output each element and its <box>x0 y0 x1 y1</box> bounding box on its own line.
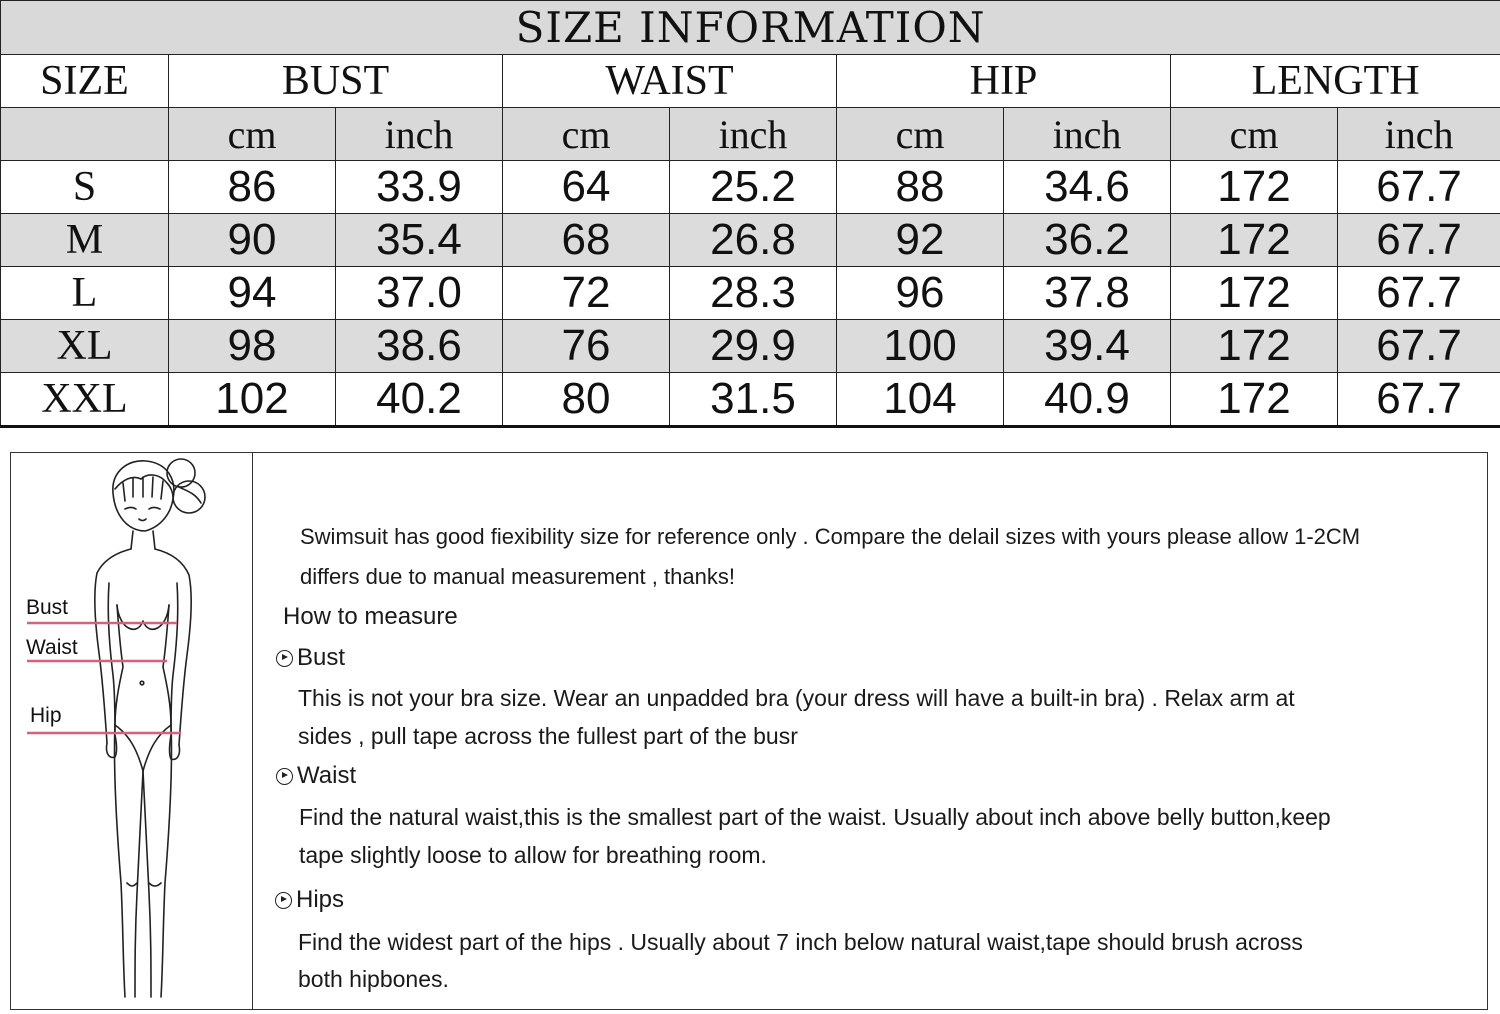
hip-cm: 100 <box>837 320 1004 373</box>
hips-instruction-line-2: both hipbones. <box>298 966 449 992</box>
bust-instruction-line-1: This is not your bra size. Wear an unpadded bra (your dress will have a built-in bra) . Relax arm at <box>298 685 1295 711</box>
bust-cm: 98 <box>169 320 336 373</box>
size-table <box>0 0 1500 428</box>
bust-inch: 37.0 <box>336 267 503 320</box>
waist-inch: 31.5 <box>670 373 837 427</box>
length-inch: 67.7 <box>1338 373 1500 427</box>
size-label: M <box>1 214 169 267</box>
hip-header: HIP <box>837 55 1171 108</box>
bust-section-heading <box>276 644 345 672</box>
length-inch: 67.7 <box>1338 320 1500 373</box>
bust-figure-label: Bust <box>26 596 69 619</box>
waist-cm: 76 <box>503 320 670 373</box>
table-title: SIZE INFORMATION <box>1 1 1500 55</box>
intro-line-2: differs due to manual measurement , thanks! <box>300 564 735 589</box>
hip-inch: 37.8 <box>1004 267 1171 320</box>
waist-section-heading <box>276 762 356 790</box>
size-label: L <box>1 267 169 320</box>
circle-arrow-bullet-icon <box>276 768 293 785</box>
figure-panel <box>11 453 253 1009</box>
length-cm: 172 <box>1171 161 1338 214</box>
hip-cm: 96 <box>837 267 1004 320</box>
hips-instruction-line-1: Find the widest part of the hips . Usually about 7 inch below natural waist,tape should brush across <box>298 929 1303 955</box>
size-label: XXL <box>1 373 169 427</box>
unit-cell: inch <box>1338 108 1500 161</box>
unit-cell: cm <box>837 108 1004 161</box>
hips-section-title: Hips <box>296 886 345 913</box>
hip-inch: 40.9 <box>1004 373 1171 427</box>
length-cm: 172 <box>1171 320 1338 373</box>
waist-cm: 80 <box>503 373 670 427</box>
bust-inch: 40.2 <box>336 373 503 427</box>
hip-figure-label: Hip <box>30 704 62 727</box>
length-header: LENGTH <box>1171 55 1500 108</box>
measurement-guide <box>10 452 1488 1010</box>
table-row <box>1 373 1500 427</box>
bust-inch: 35.4 <box>336 214 503 267</box>
hip-cm: 88 <box>837 161 1004 214</box>
title-row <box>1 1 1500 55</box>
waist-instruction-line-2: tape slightly loose to allow for breathing room. <box>299 842 767 868</box>
unit-cell: cm <box>1171 108 1338 161</box>
waist-cm: 68 <box>503 214 670 267</box>
length-cm: 172 <box>1171 214 1338 267</box>
bust-cm: 90 <box>169 214 336 267</box>
length-inch: 67.7 <box>1338 214 1500 267</box>
length-inch: 67.7 <box>1338 161 1500 214</box>
circle-arrow-bullet-icon <box>275 892 292 909</box>
bust-cm: 86 <box>169 161 336 214</box>
table-row <box>1 320 1500 373</box>
unit-cell: inch <box>336 108 503 161</box>
waist-cm: 64 <box>503 161 670 214</box>
size-label: XL <box>1 320 169 373</box>
unit-header-row <box>1 108 1500 161</box>
body-figure-illustration <box>11 453 251 1009</box>
unit-blank-cell <box>1 108 169 161</box>
waist-figure-label: Waist <box>26 636 78 659</box>
unit-cell: cm <box>503 108 670 161</box>
waist-cm: 72 <box>503 267 670 320</box>
length-cm: 172 <box>1171 373 1338 427</box>
how-to-measure-heading: How to measure <box>283 603 458 630</box>
length-inch: 67.7 <box>1338 267 1500 320</box>
hip-cm: 92 <box>837 214 1004 267</box>
unit-cell: cm <box>169 108 336 161</box>
bust-inch: 33.9 <box>336 161 503 214</box>
waist-inch: 25.2 <box>670 161 837 214</box>
table-row <box>1 214 1500 267</box>
table-row <box>1 161 1500 214</box>
hip-inch: 34.6 <box>1004 161 1171 214</box>
waist-instruction-line-1: Find the natural waist,this is the smallest part of the waist. Usually about inch above belly button,keep <box>299 804 1331 830</box>
waist-inch: 26.8 <box>670 214 837 267</box>
hip-inch: 36.2 <box>1004 214 1171 267</box>
intro-line-1: Swimsuit has good fiexibility size for reference only . Compare the delail sizes with yours please allow 1-2CM <box>300 524 1361 549</box>
length-cm: 172 <box>1171 267 1338 320</box>
waist-inch: 28.3 <box>670 267 837 320</box>
size-header: SIZE <box>1 55 169 108</box>
group-header-row <box>1 55 1500 108</box>
hip-inch: 39.4 <box>1004 320 1171 373</box>
bust-section-title: Bust <box>297 644 346 671</box>
bust-instruction-line-2: sides , pull tape across the fullest part of the busr <box>298 723 798 749</box>
bust-inch: 38.6 <box>336 320 503 373</box>
hip-cm: 104 <box>837 373 1004 427</box>
bust-header: BUST <box>169 55 503 108</box>
waist-header: WAIST <box>503 55 837 108</box>
waist-section-title: Waist <box>297 762 357 789</box>
unit-cell: inch <box>1004 108 1171 161</box>
bust-cm: 102 <box>169 373 336 427</box>
table-row <box>1 267 1500 320</box>
waist-inch: 29.9 <box>670 320 837 373</box>
hips-section-heading <box>275 886 344 914</box>
bust-cm: 94 <box>169 267 336 320</box>
unit-cell: inch <box>670 108 837 161</box>
size-label: S <box>1 161 169 214</box>
circle-arrow-bullet-icon <box>276 650 293 667</box>
